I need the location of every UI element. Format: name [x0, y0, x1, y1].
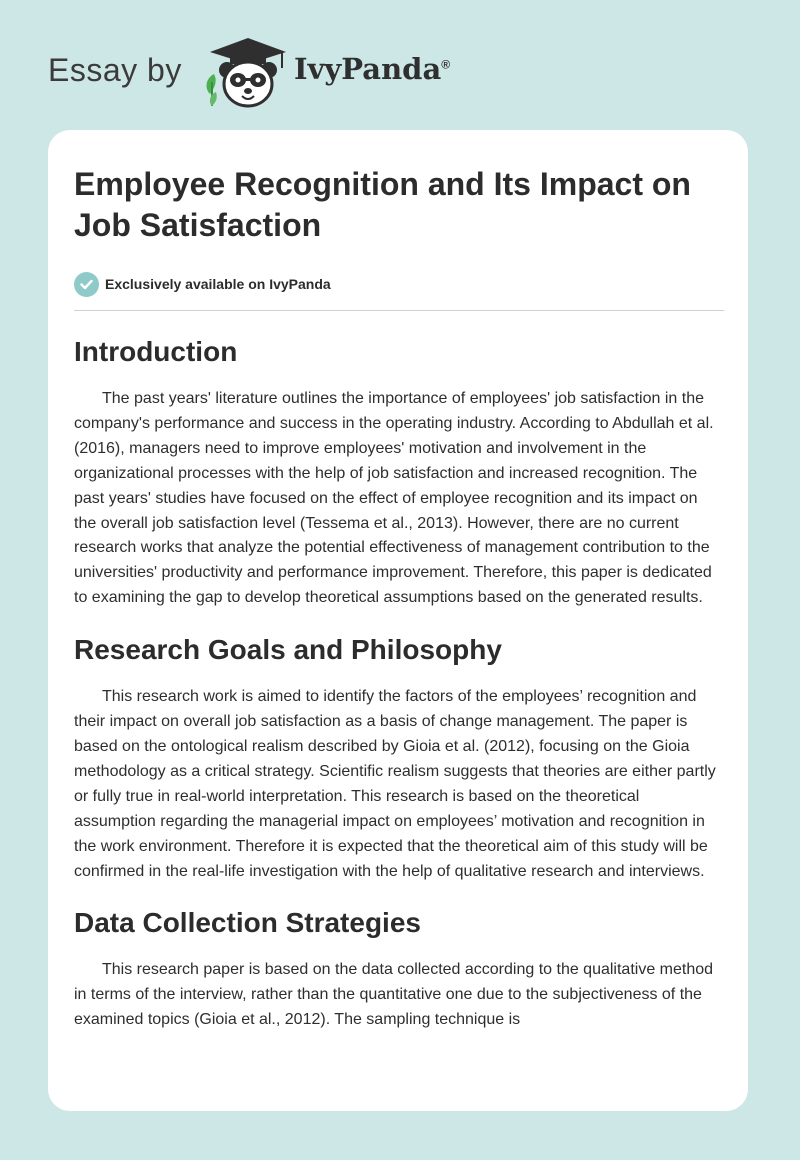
section-heading-introduction: Introduction [74, 336, 238, 367]
article-card [48, 130, 748, 1111]
article-content [74, 164, 724, 1033]
article-title: Employee Recognition and Its Impact on Job Satisfaction [74, 166, 691, 243]
section-paragraph-research-goals: This research work is aimed to identify the factors of the employees’ recognition and their impact on overall job satisfaction as a basis of change management. The paper is based on the ontological realism described by Gioia et al. (2012), focusing on the Gioia methodology as a critical strategy. Scientific realism suggests that theories are either partly or fully true in real-world interpretation. This research is based on the theoretical assumption regarding the managerial impact on employees’ motivation and recognition in the work environment. Therefore it is expected that the theoretical aim of this study will be confirmed in the real-life investigation with the help of qualitative research and interviews. [74, 688, 716, 880]
exclusive-badge [74, 270, 724, 298]
site-header [48, 34, 508, 110]
section-paragraph-data-collection: This research paper is based on the data collected according to the qualitative method in terms of the interview, rather than the quantitative one due to the subjectiveness of the examined topics (Gioia et al., 2012). The sampling technique is [74, 961, 714, 1029]
ivy-leaf-icon [207, 74, 217, 106]
essay-by-label: Essay by [48, 52, 182, 88]
brand-name[interactable] [294, 52, 450, 86]
section-paragraph-introduction: The past years' literature outlines the importance of employees' job satisfaction in the company's performance and success in the operating industry. According to Abdullah et al. (2016), managers need to improve employees' motivation and involvement in the organizational processes with the help of job satisfaction and increased recognition. The past years' studies have focused on the effect of employee recognition and its impact on the overall job satisfaction level (Tessema et al., 2013). However, there are no current research works that analyze the potential effectiveness of management contribution to the universities' productivity and performance improvement. Therefore, this paper is dedicated to examining the gap to develop theoretical assumptions based on the generated results. [74, 390, 714, 607]
section-heading-research-goals: Research Goals and Philosophy [74, 634, 502, 666]
brand-text: IvyPanda [294, 52, 442, 86]
panda-logo-icon[interactable] [200, 36, 290, 110]
registered-mark: ® [441, 57, 451, 72]
check-icon [74, 272, 99, 297]
section-heading-data-collection: Data Collection Strategies [74, 907, 421, 939]
title-divider [74, 310, 724, 311]
badge-text: Exclusively available on IvyPanda [105, 276, 331, 292]
